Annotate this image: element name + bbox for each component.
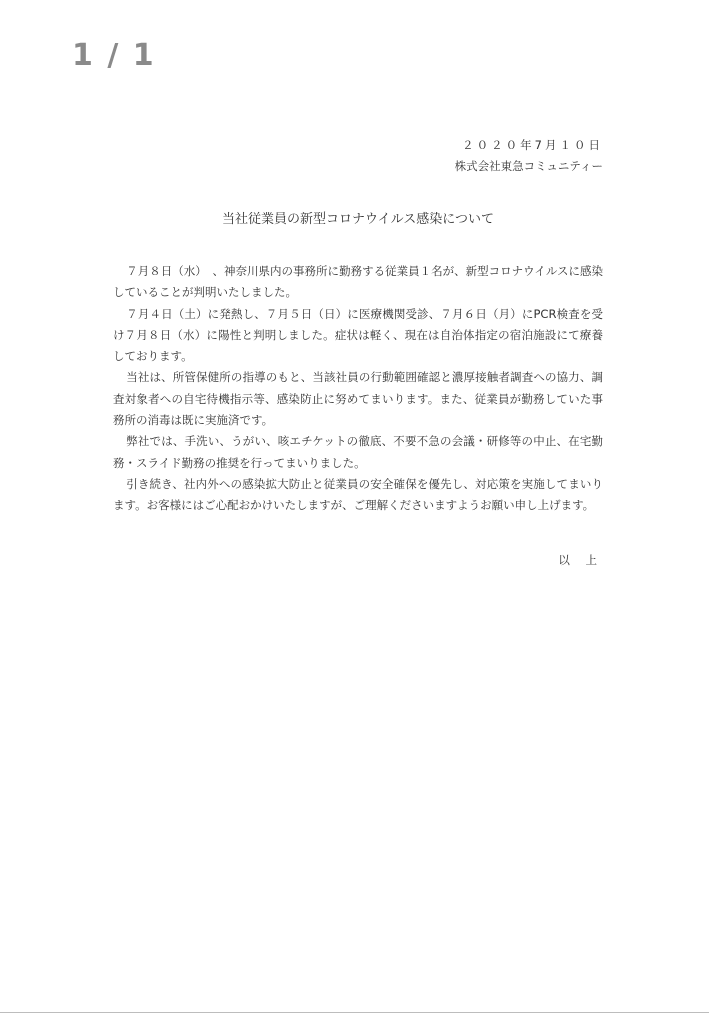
document-title: 当社従業員の新型コロナウイルス感染について <box>222 212 494 227</box>
paragraph-symptom-timeline: ７月４日（土）に発熱し、７月５日（日）に医療機関受診、７月６日（月）にPCR検査を受け７月８日（水）に陽性と判明しました。症状は軽く、現在は自治体指定の宿泊施設にて療養しております。 <box>113 306 603 364</box>
closing-mark: 以 上 <box>558 553 603 567</box>
paragraph-closing-apology: 引き続き、社内外への感染拡大防止と従業員の安全確保を優先し、対応策を実施してまいります。お客様にはご心配おかけいたしますが、ご理解くださいますようお願い申し上げます。 <box>113 476 603 513</box>
paragraph-infection-report: ７月８日（水） 、神奈川県内の事務所に勤務する従業員１名が、新型コロナウイルスに感染していることが判明いたしました。 <box>113 264 603 300</box>
document-body <box>113 261 603 517</box>
page-counter: 1 / 1 <box>72 38 156 73</box>
paragraph-prevention-measures: 弊社では、手洗い、うがい、咳エチケットの徹底、不要不急の会議・研修等の中止、在宅勤務・スライド勤務の推奨を行ってまいりました。 <box>113 434 603 470</box>
paragraph-company-response: 当社は、所管保健所の指導のもと、当該社員の行動範囲確認と濃厚接触者調査への協力、調査対象者への自宅待機指示等、感染防止に努めてまいります。また、従業員が勤務していた事務所の消毒は既に実施済です。 <box>113 370 603 428</box>
page-bottom-divider <box>0 1012 709 1013</box>
document-date: ２０２０年7月１０日 <box>462 138 603 152</box>
company-name: 株式会社東急コミュニティー <box>454 159 603 173</box>
